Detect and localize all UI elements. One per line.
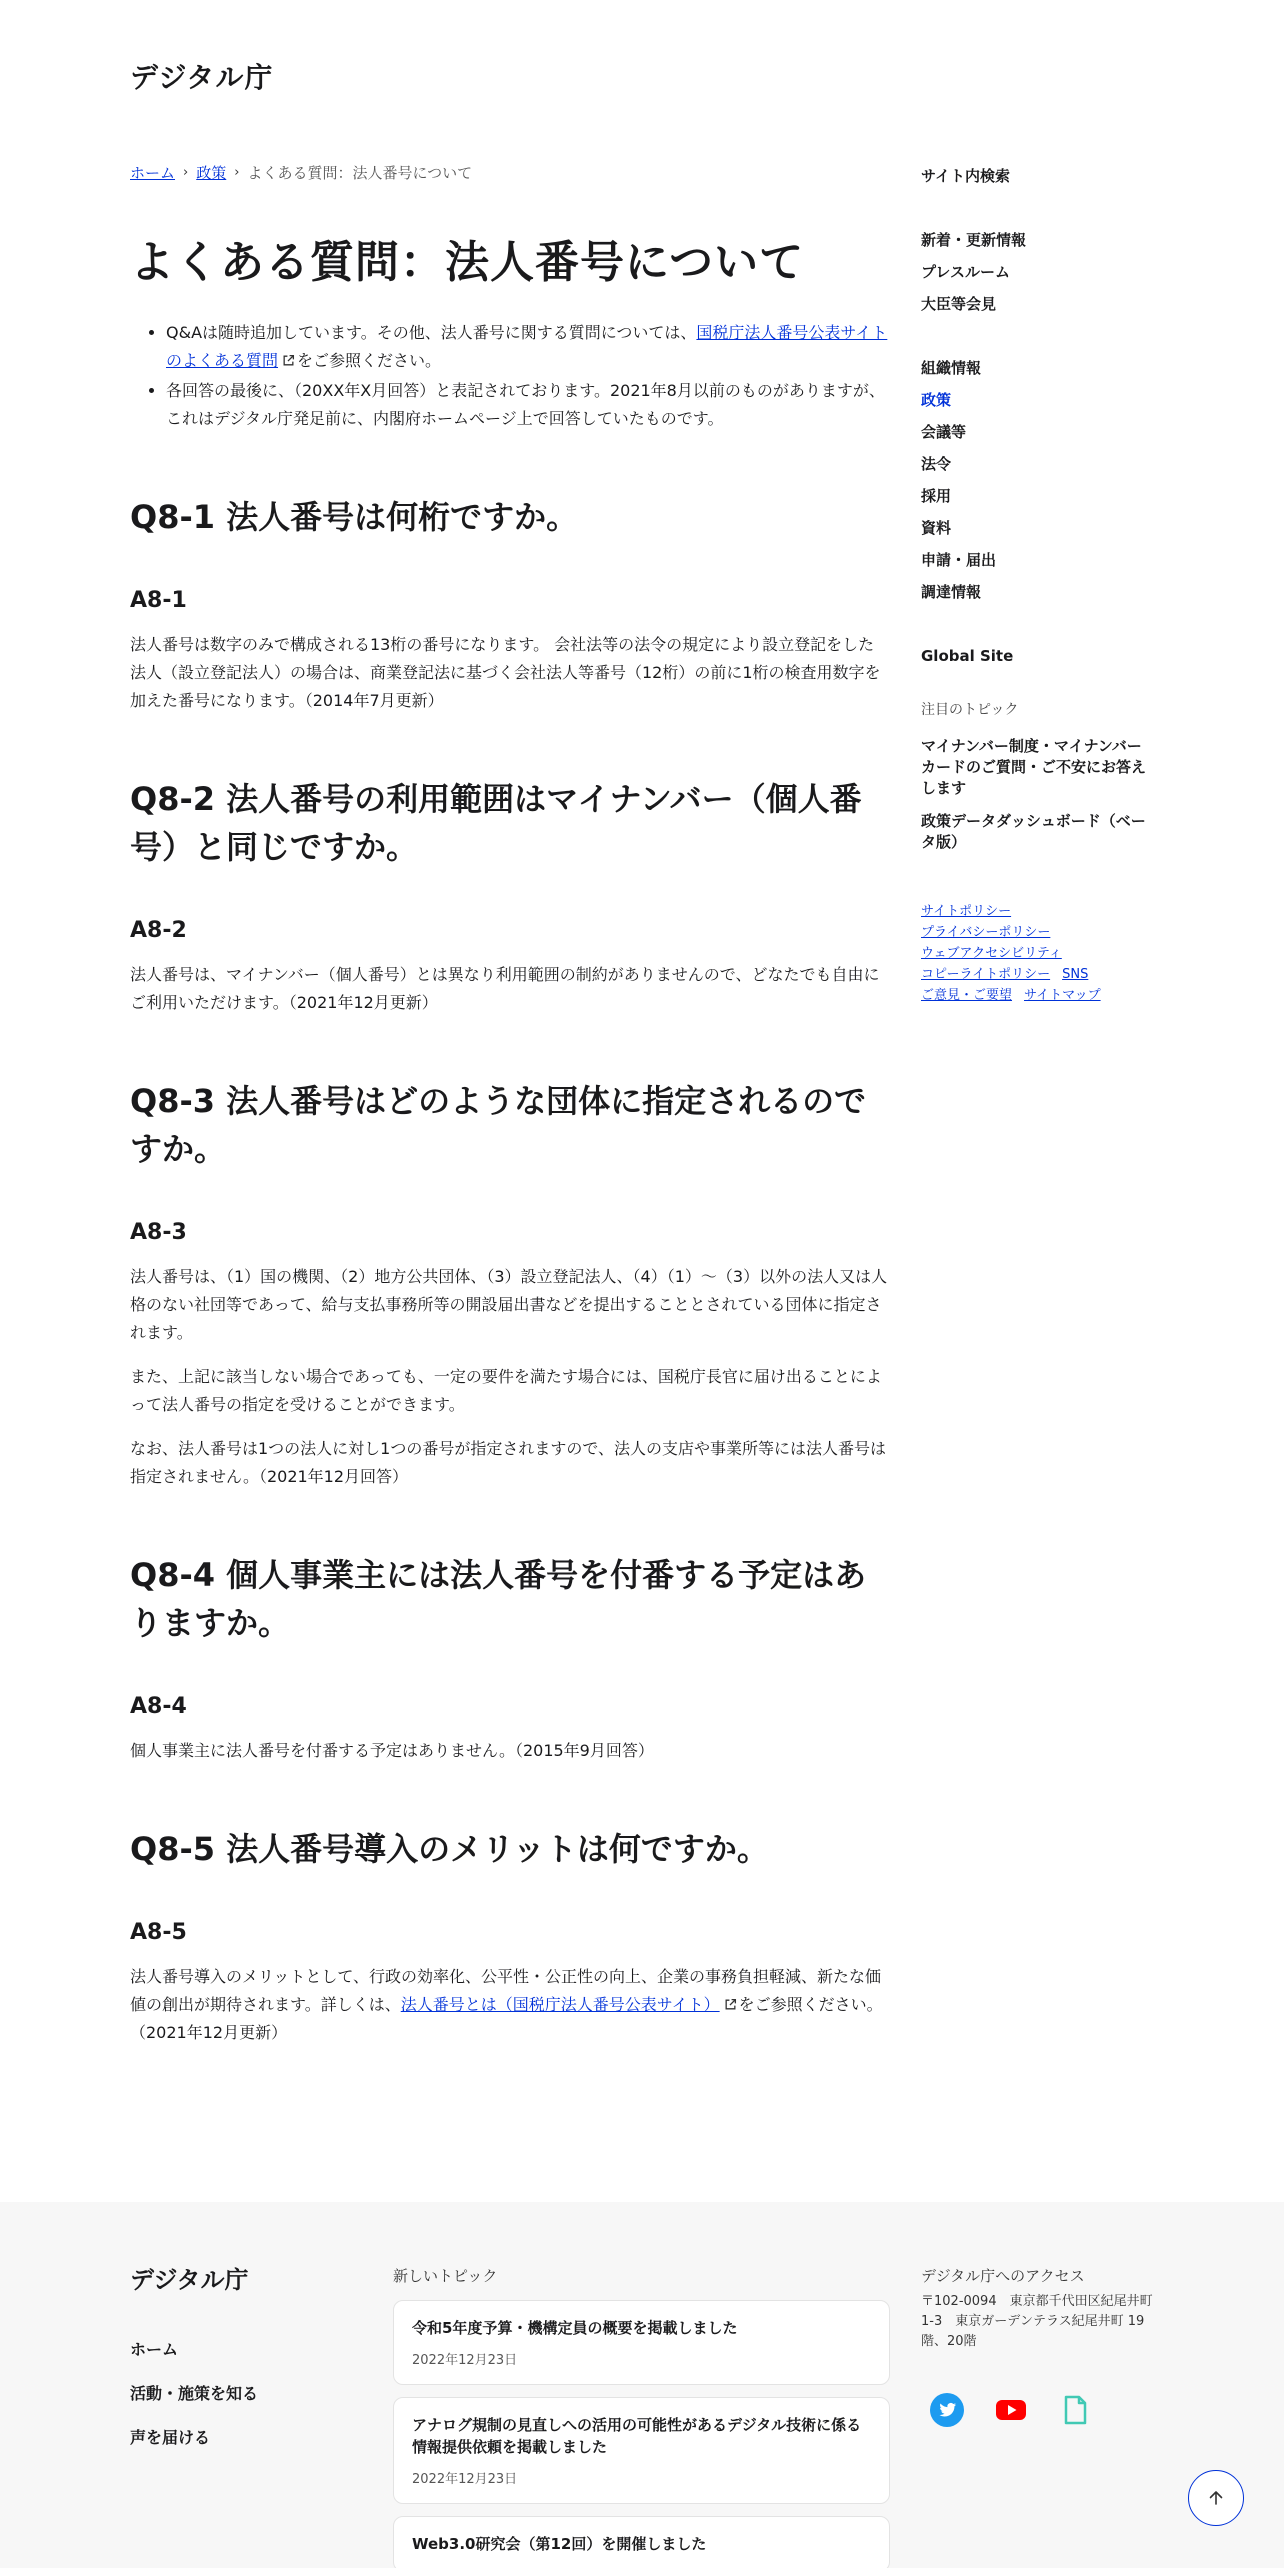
address: 〒102-0094 東京都千代田区紀尾井町1-3 東京ガーデンテラス紀尾井町 19階、20階 [921, 2294, 1153, 2349]
sidebar-item-policy[interactable]: 政策 [921, 391, 952, 409]
news-label: 新しいトピック [393, 2267, 498, 2285]
answer-text: 法人番号は、（1）国の機関、（2）地方公共団体、（3）設立登記法人、（4）（1）～（3）以外の法人又は人格のない社団等であって、給与支払事務所等の開設届出書などを提出することとされている団体に指定されます。 [130, 1267, 888, 1343]
question-heading: Q8-4 個人事業主には法人番号を付番する予定はありますか。 [130, 1556, 867, 1643]
sidebar-item-organization[interactable]: 組織情報 [921, 359, 982, 377]
social-links [921, 2392, 1161, 2428]
answer-text: 法人番号は数字のみで構成される13桁の番号になります。 会社法等の法令の規定により設立登記をした法人（設立登記法人）の場合は、商業登記法に基づく会社法人等番号（12桁）の前に1桁の検査用数字を加えた番号になります。（2014年7月更新） [130, 635, 881, 711]
news-list [393, 2264, 890, 2568]
breadcrumb-current: よくある質問：法人番号について [247, 163, 473, 182]
question-heading: Q8-5 法人番号導入のメリットは何ですか。 [130, 1830, 769, 1869]
feedback-link[interactable]: ご意見・ご要望 [921, 988, 1013, 1003]
note-text: をご参照ください。 [297, 351, 442, 371]
news-title: Web3.0研究会（第12回）を開催しました [412, 2535, 707, 2553]
sidebar-item-news[interactable]: 新着・更新情報 [921, 231, 1027, 249]
sidebar-item-materials[interactable]: 資料 [921, 519, 952, 537]
answer-text-part: 法人番号導入のメリットとして、行政の効率化、公平性・公正性の向上、企業の事務負担軽減、新たな価値の創出が期待されます。詳しくは、 [130, 1967, 882, 2015]
footer-logo[interactable]: デジタル庁 [130, 2266, 249, 2294]
answer-heading: A8-3 [130, 1220, 187, 1246]
note-icon[interactable] [1057, 2392, 1093, 2428]
breadcrumb-home[interactable]: ホーム [130, 163, 176, 182]
page-title: よくある質問：法人番号について [130, 237, 805, 288]
note-item [166, 319, 888, 375]
answer-heading: A8-5 [130, 1920, 187, 1946]
news-date: 2022年12月23日 [412, 2472, 518, 2487]
answer-text: 法人番号は、マイナンバー（個人番号）とは異なり利用範囲の制約がありませんので、どなたでも自由にご利用いただけます。（2021年12月更新） [130, 965, 880, 1013]
back-to-top-button[interactable] [1188, 2470, 1244, 2526]
news-card[interactable] [393, 2397, 890, 2504]
question-heading: Q8-1 法人番号は何桁ですか。 [130, 498, 579, 537]
answer-heading: A8-4 [130, 1694, 187, 1720]
sidebar-item-press-conference[interactable]: 大臣等会見 [921, 295, 997, 313]
qa-section [130, 1077, 888, 1491]
access-label: デジタル庁へのアクセス [921, 2267, 1085, 2285]
qa-section [130, 775, 888, 1017]
footer-nav-activities[interactable]: 活動・施策を知る [130, 2384, 259, 2403]
nta-faq-link[interactable]: 国税庁法人番号公表サイトのよくある質問 [166, 323, 888, 371]
answer-heading: A8-1 [130, 588, 187, 614]
policy-links [921, 901, 1151, 1006]
copyright-link[interactable]: コピーライトポリシー [921, 967, 1051, 982]
sidebar-item-procurement[interactable]: 調達情報 [921, 583, 982, 601]
arrow-up-icon [1206, 2488, 1226, 2508]
sidebar-item-recruit[interactable]: 採用 [921, 487, 952, 505]
news-card[interactable] [393, 2516, 890, 2568]
chevron-right-icon: › [183, 164, 189, 180]
spacer [921, 192, 1151, 224]
site-policy-link[interactable]: サイトポリシー [921, 904, 1012, 919]
footer-nav [130, 2328, 258, 2460]
sidebar [921, 160, 1151, 1006]
sidebar-item-pressroom[interactable]: プレスルーム [921, 263, 1010, 281]
spacer [921, 608, 1151, 640]
twitter-icon[interactable] [929, 2392, 965, 2428]
qa-section [130, 493, 888, 715]
sidebar-item-meetings[interactable]: 会議等 [921, 423, 967, 441]
sns-link[interactable]: SNS [1062, 967, 1089, 982]
answer-text: また、上記に該当しない場合であっても、一定の要件を満たす場合には、国税庁長官に届け出ることによって法人番号の指定を受けることができます。 [130, 1367, 882, 1415]
footer [0, 2202, 1284, 2568]
external-link-icon [724, 1998, 737, 2011]
topics-label: 注目のトピック [921, 702, 1019, 718]
note-text: Q&Aは随時追加しています。その他、法人番号に関する質問については、 [166, 323, 697, 343]
footer-nav-home[interactable]: ホーム [130, 2340, 179, 2359]
sidebar-item-applications[interactable]: 申請・届出 [921, 551, 997, 569]
qa-section [130, 1825, 888, 2047]
news-title: 令和5年度予算・機構定員の概要を掲載しました [412, 2319, 738, 2337]
answer-text [130, 1963, 888, 2047]
news-date: 2022年12月23日 [412, 2353, 518, 2368]
topic-mynumber[interactable]: マイナンバー制度・マイナンバーカードのご質問・ご不安にお答えします [921, 737, 1147, 797]
answer-text: なお、法人番号は1つの法人に対し1つの番号が指定されますので、法人の支店や事業所等には法人番号は指定されません。（2021年12月回答） [130, 1439, 887, 1487]
topic-dashboard[interactable]: 政策データダッシュボード（ベータ版） [921, 812, 1146, 851]
sitemap-link[interactable]: サイトマップ [1024, 988, 1101, 1003]
main-content [130, 160, 888, 2047]
accessibility-link[interactable]: ウェブアクセシビリティ [921, 946, 1062, 961]
sidebar-item-laws[interactable]: 法令 [921, 455, 952, 473]
spacer [921, 320, 1151, 352]
answer-text: 個人事業主に法人番号を付番する予定はありません。（2015年9月回答） [130, 1741, 654, 1761]
breadcrumb [130, 160, 888, 184]
footer-nav-feedback[interactable]: 声を届ける [130, 2428, 211, 2447]
breadcrumb-policy[interactable]: 政策 [196, 163, 227, 182]
answer-text-part: をご参照ください。（2021年12月更新） [130, 1995, 883, 2043]
global-site-link[interactable]: Global Site [921, 647, 1014, 665]
chevron-right-icon: › [234, 164, 240, 180]
notes-list [130, 319, 888, 433]
access-info [921, 2264, 1161, 2428]
news-card[interactable] [393, 2300, 890, 2385]
answer-heading: A8-2 [130, 918, 187, 944]
site-search-link[interactable]: サイト内検索 [921, 167, 1010, 185]
note-item: • 各回答の最後に、（20XX年X月回答）と表記されております。2021年8月以前のものがありますが、これはデジタル庁発足前に、内閣府ホームページ上で回答していたものです。 [166, 377, 888, 433]
youtube-icon[interactable] [993, 2392, 1029, 2428]
question-heading: Q8-3 法人番号はどのような団体に指定されるのですか。 [130, 1082, 867, 1169]
privacy-policy-link[interactable]: プライバシーポリシー [921, 925, 1051, 940]
news-title: アナログ規制の見直しへの活用の可能性があるデジタル技術に係る情報提供依頼を掲載しました [412, 2416, 862, 2456]
qa-section [130, 1551, 888, 1765]
question-heading: Q8-2 法人番号の利用範囲はマイナンバー（個人番号）と同じですか。 [130, 780, 862, 867]
nta-corporate-number-link[interactable]: 法人番号とは（国税庁法人番号公表サイト） [400, 1995, 720, 2015]
external-link-icon [282, 354, 295, 367]
site-logo[interactable]: デジタル庁 [130, 61, 274, 94]
